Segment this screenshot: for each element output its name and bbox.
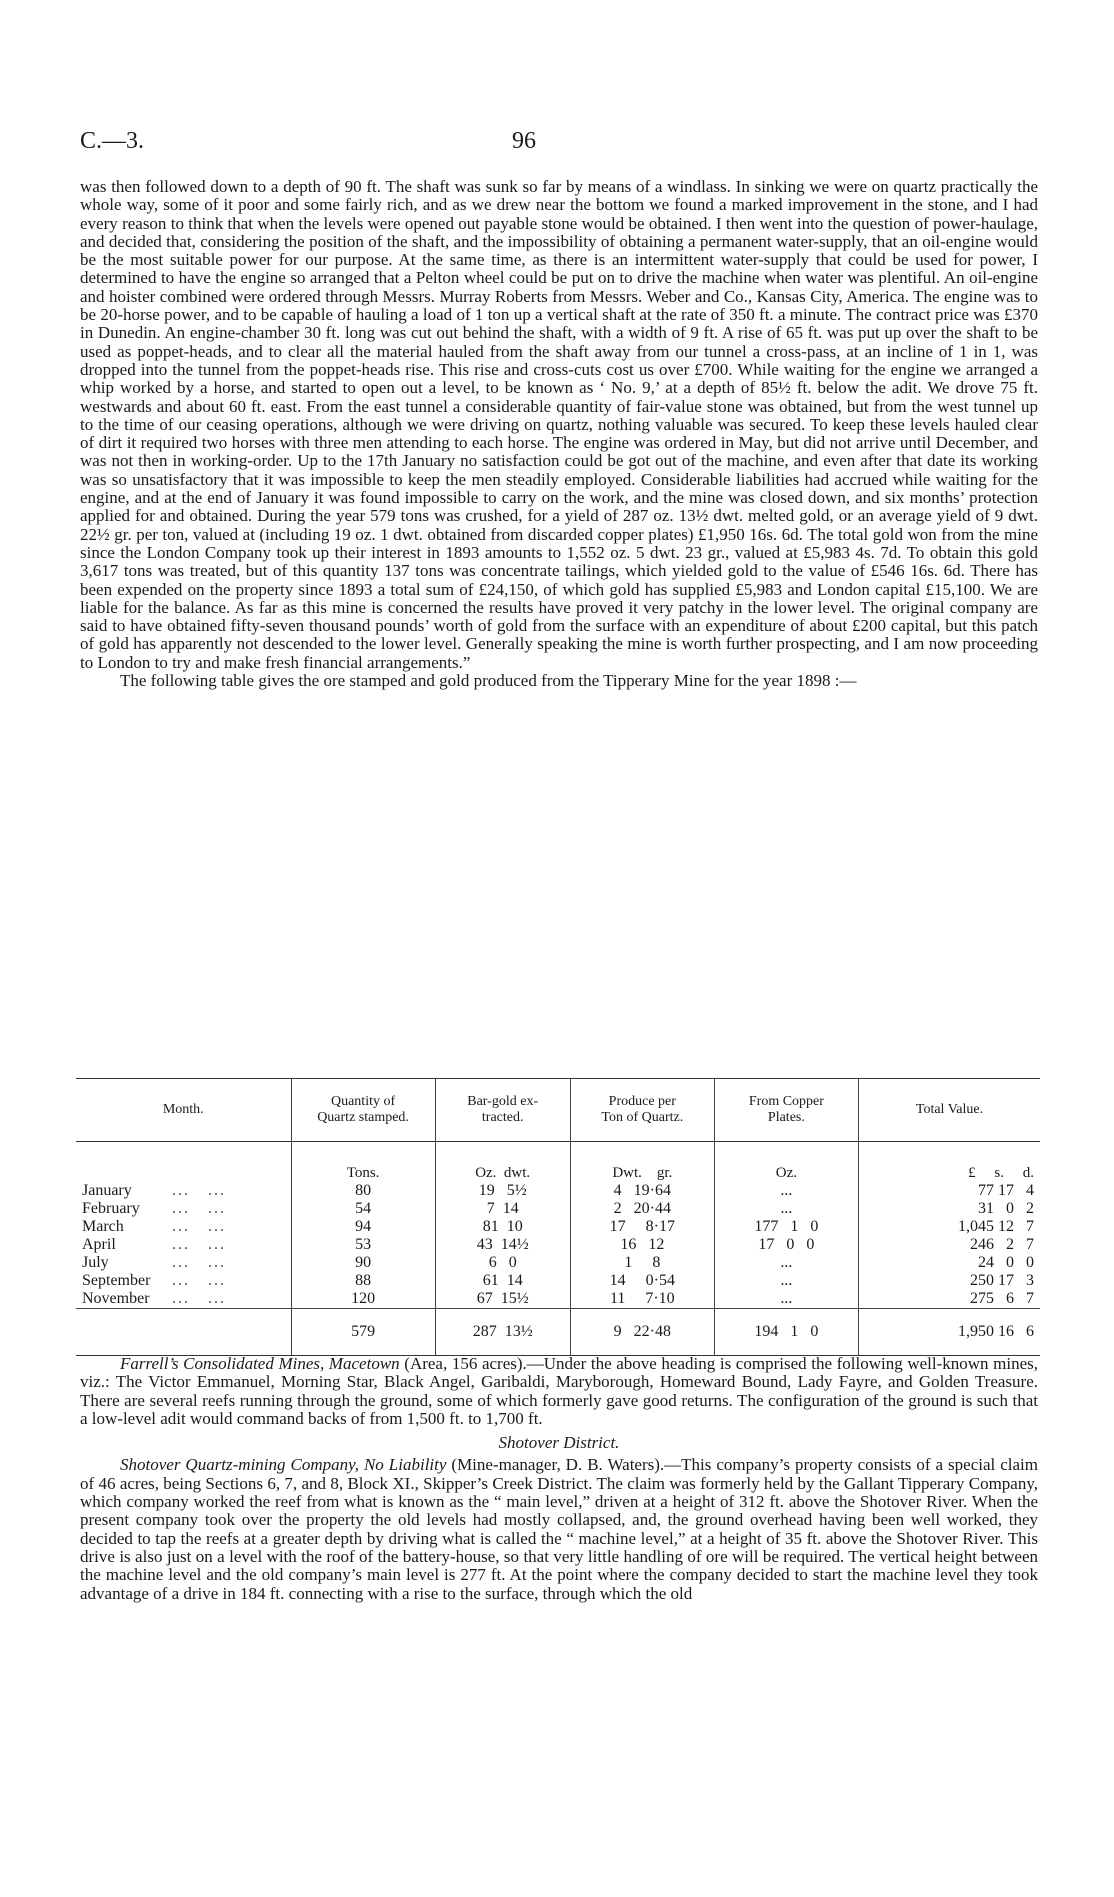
header-month: Month.	[76, 1079, 291, 1142]
header-bar-gold: Bar-gold ex- tracted.	[435, 1079, 570, 1142]
table-intro: The following table gives the ore stamped and gold produced from the Tipperary Mine for the year 1898 :—	[120, 671, 857, 691]
table-row: February ... ... 54 7 14 2 20·44 ... 31 0 2	[76, 1200, 1040, 1218]
table-total-row: 579 287 13½ 9 22·48 194 1 0 1,950 16 6	[76, 1309, 1040, 1356]
header-produce: Produce per Ton of Quartz.	[570, 1079, 714, 1142]
table-row: March ... ... 94 81 10 17 8·17 177 1 0 1,045 12 7	[76, 1218, 1040, 1236]
district-heading: Shotover District.	[498, 1433, 620, 1453]
header-quantity: Quantity of Quartz stamped.	[291, 1079, 435, 1142]
header-copper: From Copper Plates.	[714, 1079, 858, 1142]
farrell-paragraph: Farrell’s Consolidated Mines, Macetown (Area, 156 acres).—Under the above heading is comprised the following well-known mines, viz.: The Victor Emmanuel, Morning Star, Black Angel, Garibaldi, Maryborough, Homeward Bound, Lady Fayre, and Golden Treasure. There are several reefs running through the ground, some of which formerly gave good returns. The configuration of the ground is such that a low-level adit would command backs of from 1,500 ft. to 1,700 ft.	[80, 1354, 1038, 1428]
header-total-value: Total Value.	[858, 1079, 1040, 1142]
table-row: November ... ... 120 67 15½ 11 7·10 ... 275 6 7	[76, 1290, 1040, 1309]
table-row: April ... ... 53 43 14½ 16 12 17 0 0 246 2 7	[76, 1236, 1040, 1254]
table-row: January ... ... 80 19 5½ 4 19·64 ... 77 17 4	[76, 1182, 1040, 1200]
report-reference: C.—3.	[80, 128, 145, 154]
table-units-row: Tons. Oz. dwt. Dwt. gr. Oz. £ s. d.	[76, 1142, 1040, 1183]
page-number: 96	[512, 128, 536, 154]
table-header-row	[76, 1079, 1040, 1142]
table-row: July ... ... 90 6 0 1 8 ... 24 0 0	[76, 1254, 1040, 1272]
intro-paragraph: was then followed down to a depth of 90 ft. The shaft was sunk so far by means of a windlass. In sinking we were on quartz practically the whole way, some of it poor and some fairly rich, and as we drew near the bottom we found a marked improvement in the stone, and I had every reason to think that when the levels were opened out payable stone would be obtained. I then went into the question of power-haulage, and decided that, considering the position of the shaft, and the impossibility of obtaining a permanent water-supply, that an oil-engine would be the most suitable power for our purpose. At the same time, as there is an intermittent water-supply that could be used for power, I determined to have the engine so arranged that a Pelton wheel could be put on to drive the machine when water was plentiful. An oil-engine and hoister combined were ordered through Messrs. Murray Roberts from Messrs. Weber and Co., Kansas City, America. The engine was to be 20-horse power, and to be capable of hauling a load of 1 ton up a vertical shaft at the rate of 350 ft. a minute. The contract price was £370 in Dunedin. An engine-chamber 30 ft. long was cut out behind the shaft, with a width of 9 ft. A rise of 65 ft. was put up over the shaft to be used as poppet-heads, and to clear all the material hauled from the shaft away from our tunnel a cross-pass, at an incline of 1 in 1, was dropped into the tunnel from the poppet-heads rise. This rise and cross-cuts cost us over £700. While waiting for the engine we arranged a whip worked by a horse, and started to open out a level, to be known as ‘ No. 9,’ at a depth of 85½ ft. below the adit. We drove 75 ft. westwards and about 60 ft. east. From the east tunnel a considerable quantity of fair-value stone was obtained, but from the west tunnel up to the time of our ceasing operations, although we were driving on quartz, nothing valuable was secured. To keep these levels hauled clear of dirt it required two horses with three men attending to each horse. The engine was ordered in May, but did not arrive until December, and was not then in working-order. Up to the 17th January no satisfaction could be got out of the machine, and even after that date its working was so unsatisfactory that it was impossible to keep the men steadily employed. Considerable liabilities had accrued while waiting for the engine, and at the end of January it was found impossible to carry on the work, and the mine was closed down, and six months’ protection applied for and obtained. During the year 579 tons was crushed, for a yield of 287 oz. 13½ dwt. melted gold, or an average yield of 9 dwt. 22½ gr. per ton, valued at (including 19 oz. 1 dwt. obtained from discarded copper plates) £1,950 16s. 6d. The total gold won from the mine since the London Company took up their interest in 1893 amounts to 1,552 oz. 5 dwt. 23 gr., valued at £5,983 4s. 7d. To obtain this gold 3,617 tons was treated, but of this quantity 137 tons was concentrate tailings, which yielded gold to the value of £546 16s. 6d. There has been expended on the property since 1893 a total sum of £24,150, of which gold has supplied £5,983 and London capital £15,100. We are liable for the balance. As far as this mine is concerned the results have proved it very patchy in the lower level. The original company are said to have obtained fifty-seven thousand pounds’ worth of gold from the surface with an expenditure of about £200 capital, but this patch of gold has apparently not descended to the lower level. Generally speaking the mine is worth further prospecting, and I am now proceeding to London to try and make fresh financial arrangements.”	[80, 177, 1038, 672]
body-text	[80, 178, 1038, 690]
table-row: September ... ... 88 61 14 14 0·54 ... 250 17 3	[76, 1272, 1040, 1290]
tipperary-table	[76, 1078, 1040, 1356]
after-table-text	[80, 1355, 1038, 1603]
shotover-paragraph: Shotover Quartz-mining Company, No Liability (Mine-manager, D. B. Waters).—This company’s property consists of a special claim of 46 acres, being Sections 6, 7, and 8, Block XI., Skipper’s Creek District. The claim was formerly held by the Gallant Tipperary Company, which company worked the reef from what is known as the “ main level,” driven at a height of 312 ft. above the Shotover River. When the present company took over the property the old levels had mostly collapsed, and, the ground overhead having been well worked, they decided to tap the reefs at a greater depth by driving what is called the “ machine level,” at a height of 35 ft. above the Shotover River. This drive is also just on a level with the roof of the battery-house, so that very little handling of ore will be required. The vertical height between the machine level and the old company’s main level is 277 ft. At the point where the company decided to start the machine level they took advantage of a drive in 184 ft. connecting with a rise to the surface, through which the old	[80, 1455, 1039, 1603]
